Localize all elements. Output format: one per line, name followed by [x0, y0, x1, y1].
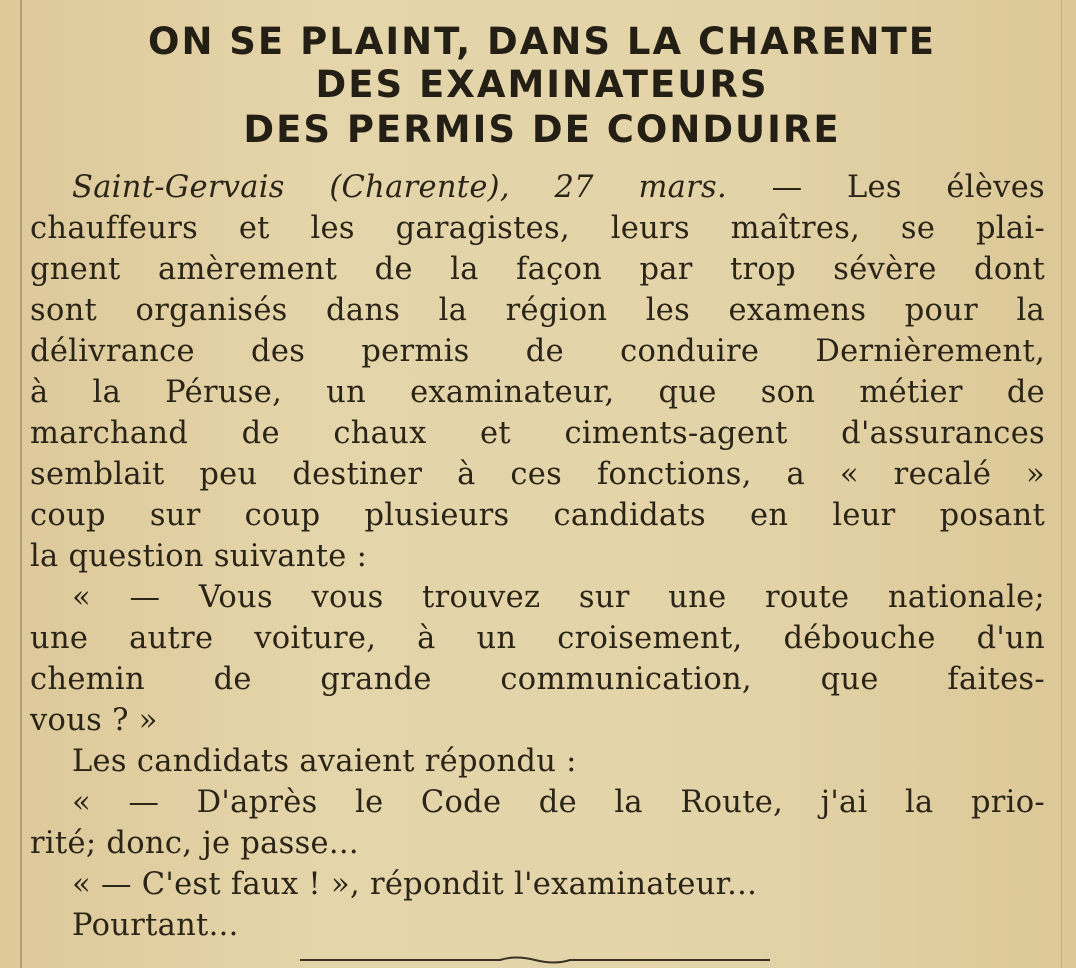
article-line: chemin de grande communication, que faites- [30, 662, 1045, 697]
article-line: coup sur coup plusieurs candidats en leur posant [30, 498, 1045, 533]
article-line: gnent amèrement de la façon par trop sévère dont [30, 252, 1045, 287]
headline-line-1: ON SE PLAINT, DANS LA CHARENTE [147, 20, 936, 63]
article-text: — Les élèves [727, 170, 1046, 205]
article-line: marchand de chaux et ciments-agent d'assurances [30, 416, 1045, 451]
article-line-1 [72, 170, 1045, 205]
headline-line-2: DES EXAMINATEURS [315, 63, 769, 106]
article-line: « — C'est faux ! », répondit l'examinateur... [72, 867, 758, 902]
article-line: rité; donc, je passe... [30, 826, 359, 861]
article-line: semblait peu destiner à ces fonctions, a « recalé » [30, 457, 1045, 492]
dateline: Saint-Gervais (Charente), 27 mars. [72, 170, 727, 205]
article-line: « — Vous vous trouvez sur une route nationale; [72, 580, 1045, 615]
headline-line-3: DES PERMIS DE CONDUIRE [243, 108, 841, 151]
article-line: vous ? » [30, 703, 158, 738]
end-ornament [300, 955, 770, 965]
article-line: une autre voiture, à un croisement, débouche d'un [30, 621, 1045, 656]
article-line: à la Péruse, un examinateur, que son métier de [30, 375, 1045, 410]
article-line: sont organisés dans la région les examens pour la [30, 293, 1045, 328]
article-line: la question suivante : [30, 539, 368, 574]
article-line: Pourtant... [72, 908, 239, 943]
article-line: délivrance des permis de conduire Dernièrement, [30, 334, 1045, 369]
article-line: chauffeurs et les garagistes, leurs maîtres, se plai- [30, 211, 1045, 246]
article-line: Les candidats avaient répondu : [72, 744, 577, 779]
article-line: « — D'après le Code de la Route, j'ai la prio- [72, 785, 1045, 820]
